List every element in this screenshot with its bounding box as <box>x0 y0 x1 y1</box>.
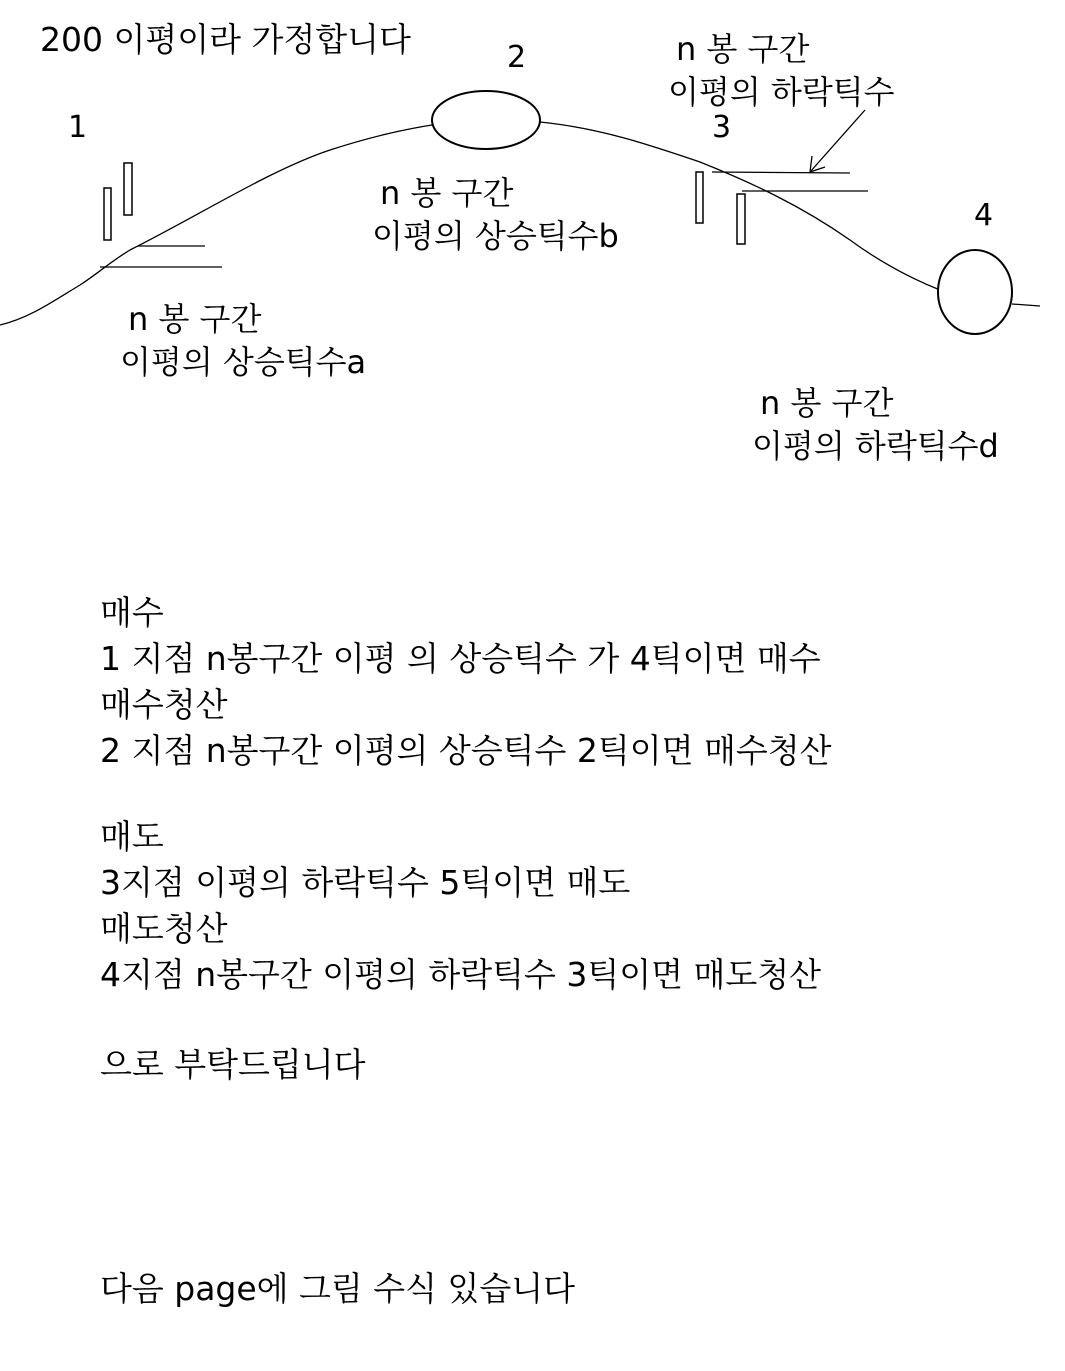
candle <box>124 163 132 215</box>
label-a-line1: n 봉 구간 <box>128 300 262 338</box>
sell-heading: 매도 <box>100 817 164 856</box>
sell-rule: 3지점 이평의 하락틱수 5틱이면 매도 <box>100 863 631 902</box>
label-b-line1: n 봉 구간 <box>380 174 514 212</box>
label-a-line2: 이평의 상승틱수a <box>120 343 367 382</box>
peak-marker <box>432 91 540 149</box>
exit-marker <box>938 250 1012 334</box>
diagram-title: 200 이평이라 가정합니다 <box>40 20 411 59</box>
closing-text: 으로 부탁드립니다 <box>100 1045 366 1084</box>
candle <box>104 188 111 240</box>
buy-heading: 매수 <box>100 593 164 632</box>
slope-line <box>712 172 850 173</box>
label-c-line1: n 봉 구간 <box>676 30 810 68</box>
arrow-shaft <box>810 110 865 172</box>
point-1-number: 1 <box>68 110 88 145</box>
sell-exit-heading: 매도청산 <box>100 909 228 948</box>
candle <box>737 194 745 244</box>
buy-exit-heading: 매수청산 <box>100 685 228 724</box>
label-b-line2: 이평의 상승틱수b <box>372 217 619 256</box>
buy-rule: 1 지점 n봉구간 이평 의 상승틱수 가 4틱이면 매수 <box>100 639 821 678</box>
point-2-number: 2 <box>507 40 527 75</box>
label-d-line2: 이평의 하락틱수d <box>752 427 999 466</box>
label-a <box>120 298 366 384</box>
point-3-number: 3 <box>712 110 732 145</box>
sell-exit-rule: 4지점 n봉구간 이평의 하락틱수 3틱이면 매도청산 <box>100 955 822 994</box>
label-c <box>668 28 895 114</box>
label-d-line1: n 봉 구간 <box>760 384 894 422</box>
label-b <box>372 172 619 258</box>
label-c-line2: 이평의 하락틱수 <box>668 73 895 112</box>
candle <box>696 172 703 223</box>
label-d <box>752 382 999 468</box>
buy-exit-rule: 2 지점 n봉구간 이평의 상승틱수 2틱이면 매수청산 <box>100 731 832 770</box>
point-4-number: 4 <box>974 198 994 233</box>
footer-note: 다음 page에 그림 수식 있습니다 <box>100 1269 576 1308</box>
